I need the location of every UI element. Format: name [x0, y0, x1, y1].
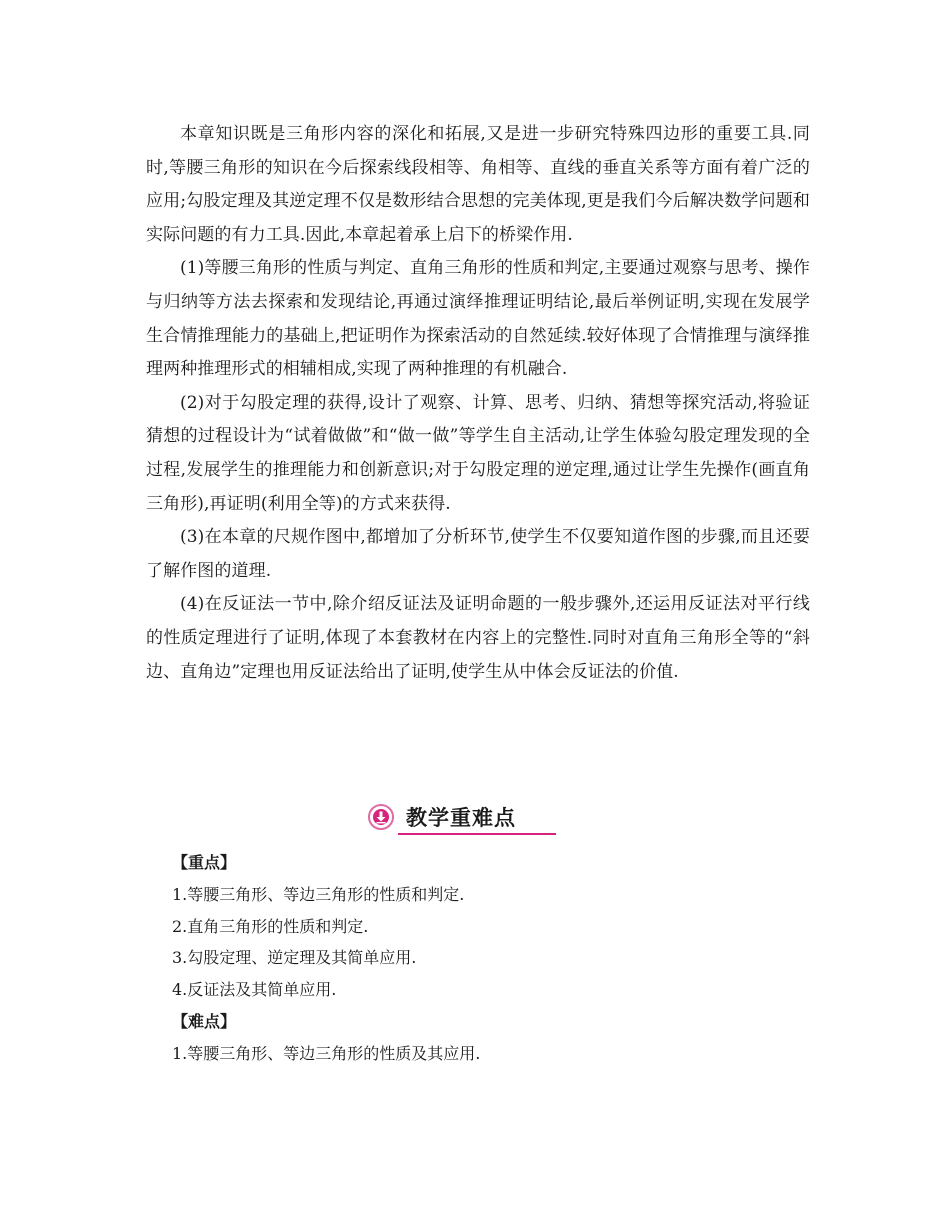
difficult-points-label: 【难点】: [172, 1011, 237, 1031]
intro-paragraph: (4)在反证法一节中,除介绍反证法及证明命题的一般步骤外,还运用反证法对平行线的性质定理进行了证明,体现了本套教材在内容上的完整性.同时对直角三角形全等的“斜边、直角边”定理也用反证法给出了证明,使学生从中体会反证法的价值.: [146, 594, 810, 682]
key-points-label: 【重点】: [172, 853, 237, 872]
heading-underline: [398, 833, 556, 835]
list-item: 3.勾股定理、逆定理及其简单应用.: [172, 948, 417, 968]
intro-paragraph: 本章知识既是三角形内容的深化和拓展,又是进一步研究特殊四边形的重要工具.同时,等腰三角形的知识在今后探索线段相等、角相等、直线的垂直关系等方面有着广泛的应用;勾股定理及其逆定理不仅是数形结合思想的完美体现,更是我们今后解决数学问题和实际问题的有力工具.因此,本章起着承上启下的桥梁作用.: [146, 124, 810, 245]
intro-paragraph: (3)在本章的尺规作图中,都增加了分析环节,使学生不仅要知道作图的步骤,而且还要了解作图的道理.: [146, 527, 810, 581]
section-title: 教学重难点: [406, 806, 516, 830]
chapter-intro: [146, 118, 810, 689]
section-heading: [368, 803, 558, 837]
intro-paragraph: (2)对于勾股定理的获得,设计了观察、计算、思考、归纳、猜想等探究活动,将验证猜想的过程设计为“试着做做”和“做一做”等学生自主活动,让学生体验勾股定理发现的全过程,发展学生的推理能力和创新意识;对于勾股定理的逆定理,通过让学生先操作(画直角三角形),再证明(利用全等)的方式来获得.: [146, 392, 810, 514]
list-item: 1.等腰三角形、等边三角形的性质和判定.: [172, 884, 465, 904]
list-item: 1.等腰三角形、等边三角形的性质及其应用.: [172, 1043, 481, 1063]
key-points-list: [172, 847, 792, 1070]
intro-paragraph: (1)等腰三角形的性质与判定、直角三角形的性质和判定,主要通过观察与思考、操作与归纳等方法去探索和发现结论,再通过演绎推理证明结论,最后举例证明,实现在发展学生合情推理能力的基础上,把证明作为探索活动的自然延续.较好体现了合情推理与演绎推理两种推理形式的相辅相成,实现了两种推理的有机融合.: [146, 258, 810, 380]
list-item: 2.直角三角形的性质和判定.: [172, 916, 369, 936]
list-item: 4.反证法及其简单应用.: [172, 980, 337, 1000]
download-arrow-icon: [368, 804, 394, 830]
